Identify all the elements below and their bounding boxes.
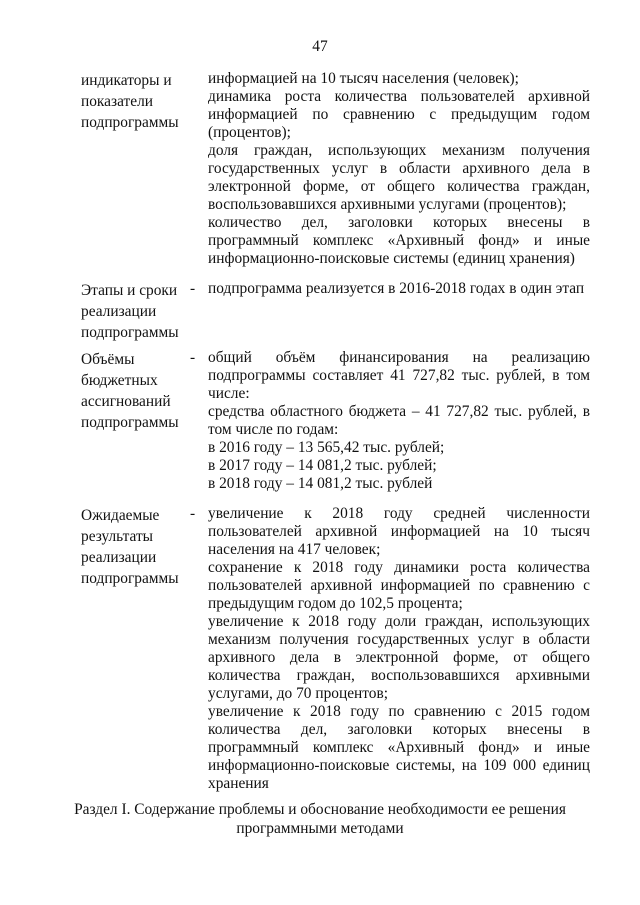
section-heading [0,800,640,838]
row-content [208,349,590,493]
content-paragraph: доля граждан, использующих механизм получения государственных услуг в области архивного дела в электронной форме, от общего количества граждан, воспользовавшихся архивными услугами (процентов); [208,142,590,213]
content-paragraph: подпрограмма реализуется в 2016-2018 годах в один этап [208,280,585,297]
row-content [208,280,590,298]
content-paragraph: общий объём финансирования на реализацию подпрограммы составляет 41 727,82 тыс. рублей, в том числе: [208,349,590,402]
page-number: 47 [312,38,328,55]
content-paragraph: количество дел, заголовки которых внесены в программный комплекс «Архивный фонд» и иные информационно-поисковые системы (единиц хранения) [208,214,590,267]
section-heading-line: программными методами [236,820,404,837]
content-paragraph: увеличение к 2018 году доли граждан, использующих механизм получения государственных услуг в области архивного дела в электронной форме, от общего количества граждан, воспользовавшихся архивными услугами, до 70 процентов; [208,613,590,702]
content-paragraph: в 2018 году – 14 081,2 тыс. рублей [208,475,433,492]
row-dash: - [190,505,196,522]
section-heading-line: Раздел I. Содержание проблемы и обоснование необходимости ее решения [74,801,566,818]
row-label: Ожидаемые результаты реализации подпрограммы [81,507,179,587]
row-content [208,505,590,793]
row-label: Этапы и сроки реализации подпрограммы [81,282,179,341]
row-label: индикаторы и показатели подпрограммы [81,72,179,131]
row-label: Объёмы бюджетных ассигнований подпрограммы [81,351,179,431]
content-paragraph: в 2016 году – 13 565,42 тыс. рублей; [208,439,445,456]
content-paragraph: динамика роста количества пользователей архивной информацией по сравнению с предыдущим годом (процентов); [208,88,590,141]
content-paragraph: увеличение к 2018 году средней численности пользователей архивной информацией на 10 тысяч населения на 417 человек; [208,505,590,558]
content-paragraph: средства областного бюджета – 41 727,82 тыс. рублей, в том числе по годам: [208,403,590,438]
content-paragraph: информацией на 10 тысяч населения (человек); [208,70,519,87]
content-paragraph: увеличение к 2018 году по сравнению с 2015 годом количества дел, заголовки которых внесены в программный комплекс «Архивный фонд» и иные информационно-поисковые системы, на 109 000 единиц хранения [208,703,590,792]
content-paragraph: в 2017 году – 14 081,2 тыс. рублей; [208,457,437,474]
row-dash: - [190,349,196,366]
row-content [208,70,590,268]
content-paragraph: сохранение к 2018 году динамики роста количества пользователей архивной информацией по сравнению с предыдущим годом до 102,5 процента; [208,559,590,612]
row-dash: - [190,280,196,297]
